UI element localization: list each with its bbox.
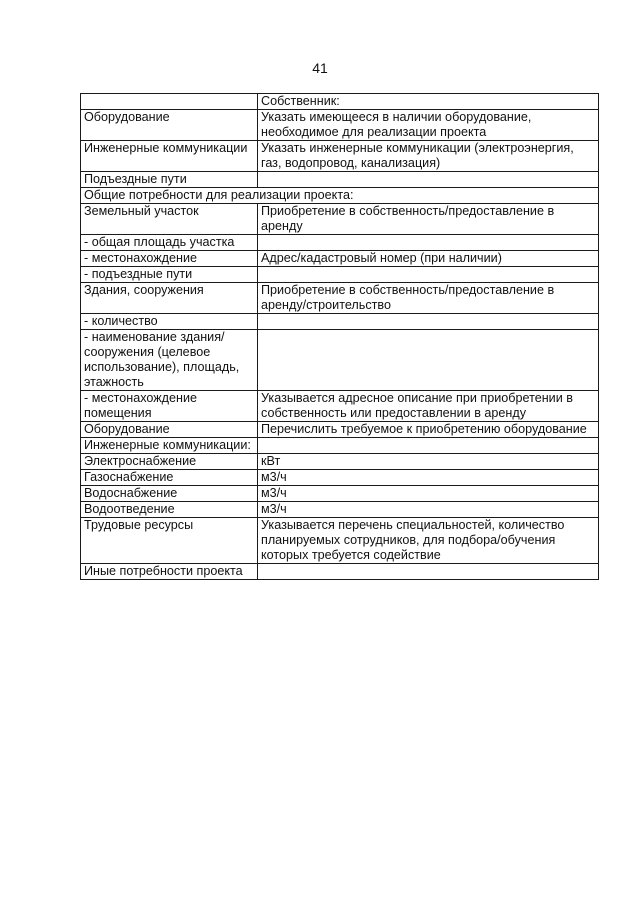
row-value: Собственник: <box>258 94 599 110</box>
row-label: Оборудование <box>81 110 258 141</box>
row-label: Иные потребности проекта <box>81 564 258 580</box>
table-row <box>81 283 599 314</box>
row-label: Земельный участок <box>81 204 258 235</box>
table-row <box>81 470 599 486</box>
row-value: м3/ч <box>258 470 599 486</box>
table-row <box>81 235 599 251</box>
table-row <box>81 438 599 454</box>
table-row <box>81 391 599 422</box>
table-row <box>81 141 599 172</box>
table-row <box>81 486 599 502</box>
row-value: Перечислить требуемое к приобретению оборудование <box>258 422 599 438</box>
row-value <box>258 172 599 188</box>
row-value: кВт <box>258 454 599 470</box>
table-row <box>81 204 599 235</box>
row-value <box>258 314 599 330</box>
row-label: Газоснабжение <box>81 470 258 486</box>
row-label: Водоотведение <box>81 502 258 518</box>
row-value <box>258 564 599 580</box>
row-value: Указать инженерные коммуникации (электроэнергия, газ, водопровод, канализация) <box>258 141 599 172</box>
row-value <box>258 267 599 283</box>
table-row <box>81 110 599 141</box>
table-row <box>81 502 599 518</box>
table-row <box>81 564 599 580</box>
row-label: - местонахождение помещения <box>81 391 258 422</box>
table-row <box>81 267 599 283</box>
table-row <box>81 330 599 391</box>
table-body <box>81 94 599 580</box>
row-value: Указать имеющееся в наличии оборудование, необходимое для реализации проекта <box>258 110 599 141</box>
table-row <box>81 422 599 438</box>
row-label: - количество <box>81 314 258 330</box>
row-label: Оборудование <box>81 422 258 438</box>
section-header-row <box>81 188 599 204</box>
table-row <box>81 314 599 330</box>
row-label: Инженерные коммуникации: <box>81 438 258 454</box>
table-row <box>81 172 599 188</box>
section-header: Общие потребности для реализации проекта: <box>81 188 599 204</box>
project-requirements-table <box>80 93 599 580</box>
row-value <box>258 330 599 391</box>
row-value: м3/ч <box>258 502 599 518</box>
row-label: - подъездные пути <box>81 267 258 283</box>
row-label: - местонахождение <box>81 251 258 267</box>
table-row <box>81 518 599 564</box>
row-value: Приобретение в собственность/предоставление в аренду <box>258 204 599 235</box>
table-row <box>81 251 599 267</box>
row-value: Приобретение в собственность/предоставление в аренду/строительство <box>258 283 599 314</box>
row-label: Подъездные пути <box>81 172 258 188</box>
row-label: Водоснабжение <box>81 486 258 502</box>
row-label: Трудовые ресурсы <box>81 518 258 564</box>
row-label <box>81 94 258 110</box>
row-value <box>258 438 599 454</box>
row-label: - наименование здания/сооружения (целевое использование), площадь, этажность <box>81 330 258 391</box>
row-label: Электроснабжение <box>81 454 258 470</box>
table-row <box>81 454 599 470</box>
row-value: м3/ч <box>258 486 599 502</box>
row-value <box>258 235 599 251</box>
row-label: Здания, сооружения <box>81 283 258 314</box>
row-value: Указывается адресное описание при приобретении в собственность или предоставлении в аренду <box>258 391 599 422</box>
row-label: - общая площадь участка <box>81 235 258 251</box>
page-number: 41 <box>312 60 328 76</box>
row-value: Указывается перечень специальностей, количество планируемых сотрудников, для подбора/обучения которых требуется содействие <box>258 518 599 564</box>
table-row <box>81 94 599 110</box>
row-value: Адрес/кадастровый номер (при наличии) <box>258 251 599 267</box>
row-label: Инженерные коммуникации <box>81 141 258 172</box>
